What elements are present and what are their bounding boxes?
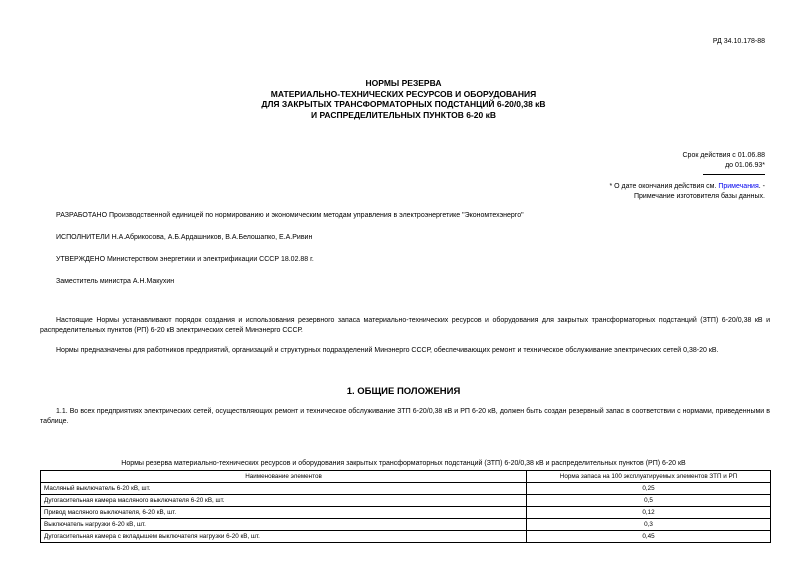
table-row — [41, 495, 771, 507]
footnote-suffix: . - — [758, 183, 765, 190]
title-line-2: МАТЕРИАЛЬНО-ТЕХНИЧЕСКИХ РЕСУРСОВ И ОБОРУДОВАНИЯ — [270, 88, 537, 99]
element-name-cell: Выключатель нагрузки 6-20 кВ, шт. — [41, 519, 527, 531]
document-title — [0, 78, 807, 120]
table-row — [41, 519, 771, 531]
approved-by: УТВЕРЖДЕНО Министерством энергетики и электрификации СССР 18.02.88 г. — [56, 256, 314, 263]
element-name-cell: Дугогасительная камера масляного выключателя 6-20 кВ, шт. — [41, 495, 527, 507]
validity-from: Срок действия с 01.06.88 — [682, 152, 765, 159]
norm-value-cell: 0,12 — [527, 507, 771, 519]
document-id: РД 34.10.178-88 — [712, 38, 765, 45]
title-line-4: И РАСПРЕДЕЛИТЕЛЬНЫХ ПУНКТОВ 6-20 кВ — [311, 109, 496, 120]
validity-to: до 01.06.93* — [725, 161, 765, 169]
footnote-prefix: * О дате окончания действия см. — [609, 183, 719, 190]
footnote — [609, 182, 765, 202]
table-caption: Нормы резерва материально-технических ресурсов и оборудования закрытых трансформаторных подстанций (ЗТП) 6-20/0,38 кВ и распределительных пунктов (РП) 6-20 кВ — [121, 460, 686, 467]
section-heading: 1. ОБЩИЕ ПОЛОЖЕНИЯ — [346, 386, 461, 397]
norm-value-cell: 0,25 — [527, 483, 771, 495]
element-name-cell: Дугогасительная камера с вкладышем выключателя нагрузки 6-20 кВ, шт. — [41, 531, 527, 543]
norm-value-cell: 0,45 — [527, 531, 771, 543]
table-row — [41, 483, 771, 495]
table-row — [41, 507, 771, 519]
table-header-row — [41, 471, 771, 483]
validity-period — [683, 151, 766, 170]
norm-value-cell: 0,5 — [527, 495, 771, 507]
title-line-3: ДЛЯ ЗАКРЫТЫХ ТРАНСФОРМАТОРНЫХ ПОДСТАНЦИЙ 6-20/0,38 кВ — [261, 99, 546, 109]
element-name-cell: Привод масляного выключателя, 6-20 кВ, шт. — [41, 507, 527, 519]
table-row — [41, 531, 771, 543]
notes-link[interactable]: Примечания — [718, 183, 759, 190]
footnote-divider — [703, 174, 765, 175]
footnote-line-1 — [609, 182, 765, 192]
footnote-line-2: Примечание изготовителя базы данных. — [633, 193, 765, 200]
norm-value-cell: 0,3 — [527, 519, 771, 531]
title-line-1: НОРМЫ РЕЗЕРВА — [365, 78, 442, 88]
column-header-reserve-norm: Норма запаса на 100 эксплуатируемых элементов ЗТП и РП — [527, 471, 771, 483]
deputy-minister: Заместитель министра А.Н.Макухин — [56, 278, 175, 285]
executors: ИСПОЛНИТЕЛИ Н.А.Абрикосова, А.Б.Ардашников, В.А.Белошапко, Е.А.Ривин — [56, 234, 313, 241]
section-paragraph-1-1: 1.1. Во всех предприятиях электрических сетей, осуществляющих ремонт и техническое обслуживание ЗТП 6-20/0,38 кВ и РП 6-20 кВ, должен быть создан резервный запас в соответствии с нормами, приведенными в таблице. — [40, 408, 770, 425]
column-header-element-name: Наименование элементов — [41, 471, 527, 483]
element-name-cell: Масляный выключатель 6-20 кВ, шт. — [41, 483, 527, 495]
intro-paragraph-1: Настоящие Нормы устанавливают порядок создания и использования резервного запаса материально-технических ресурсов и оборудования для закрытых трансформаторных подстанций (ЗТП) 6-20/0,38 кВ и распределительных пунктов (РП) 6-20 кВ электрических сетей Минэнерго СССР. — [40, 317, 770, 334]
reserve-norms-table — [40, 470, 771, 543]
intro-paragraph-2: Нормы предназначены для работников предприятий, организаций и структурных подразделений Минэнерго СССР, обеспечивающих ремонт и техническое обслуживание электрических сетей 0,38-20 кВ. — [56, 347, 719, 354]
developed-by: РАЗРАБОТАНО Производственной единицей по нормированию и экономическим методам управления в электроэнергетике "Экономтехэнерго" — [56, 212, 524, 219]
